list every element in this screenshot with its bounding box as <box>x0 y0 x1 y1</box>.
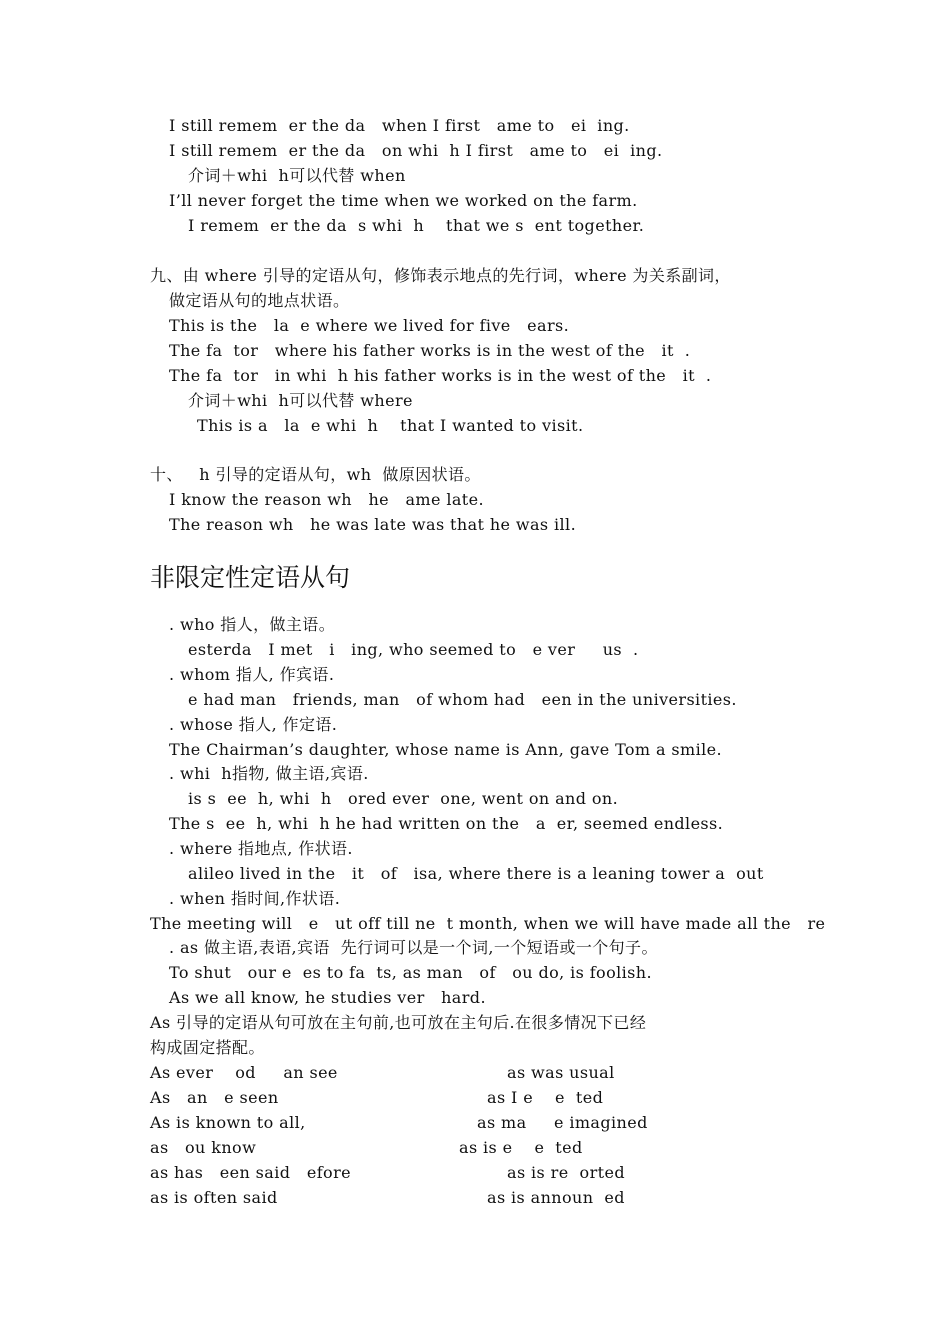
phrase-right: as is re orted <box>507 1163 625 1182</box>
phrase-right: as is announ ed <box>487 1188 625 1207</box>
section-title: 非限定性定语从句 <box>150 563 351 592</box>
phrase-left: as is often said <box>150 1188 278 1207</box>
phrase-left: As is known to all, <box>150 1113 306 1132</box>
example-line: The reason wh he was late was that he was ill. <box>169 515 577 534</box>
rule-line: . when 指时间,作状语. <box>169 889 341 908</box>
rule-line: . whi h指物, 做主语,宾语. <box>169 764 369 783</box>
example-line: The s ee h, whi h he had written on the a er, seemed endless. <box>169 814 724 833</box>
phrase-right: as is e e ted <box>459 1138 583 1157</box>
example-line: As we all know, he studies ver hard. <box>169 988 486 1007</box>
example-line: The Chairman’s daughter, whose name is Ann, gave Tom a smile. <box>169 740 722 759</box>
example-line: is s ee h, whi h ored ever one, went on and on. <box>188 789 619 808</box>
example-line: The meeting will e ut off till ne t month, when we will have made all the re <box>150 914 826 933</box>
rule-line: . as 做主语,表语,宾语 先行词可以是一个词,一个短语或一个句子。 <box>169 938 658 957</box>
section-heading: 九、由 where 引导的定语从句，修饰表示地点的先行词，where 为关系副词， <box>150 266 731 285</box>
example-line: I remem er the da s whi h that we s ent together. <box>188 216 645 235</box>
phrase-right: as ma e imagined <box>477 1113 648 1132</box>
phrase-left: as has een said efore <box>150 1163 351 1182</box>
rule-line: . where 指地点, 作状语. <box>169 839 353 858</box>
example-line: This is a la e whi h that I wanted to visit. <box>197 416 584 435</box>
example-line: esterda I met i ing, who seemed to e ver us . <box>188 640 639 659</box>
example-line: I still remem er the da when I first ame to ei ing. <box>169 116 630 135</box>
section-heading: 十、 h 引导的定语从句，wh 做原因状语。 <box>150 465 481 484</box>
rule-line: . whom 指人, 作宾语. <box>169 665 335 684</box>
example-line: e had man friends, man of whom had een in the universities. <box>188 690 737 709</box>
note-line: 介词＋whi h可以代替 where <box>188 391 413 410</box>
phrase-left: As an e seen <box>150 1088 279 1107</box>
example-line: The fa tor where his father works is in the west of the it . <box>169 341 691 360</box>
phrase-left: as ou know <box>150 1138 257 1157</box>
example-line: alileo lived in the it of isa, where there is a leaning tower a out <box>188 864 764 883</box>
example-line: This is the la e where we lived for five ears. <box>169 316 570 335</box>
section-heading-cont: 做定语从句的地点状语。 <box>169 291 350 310</box>
phrase-left: As ever od an see <box>150 1063 338 1082</box>
note-line: As 引导的定语从句可放在主句前,也可放在主句后.在很多情况下已经 <box>150 1013 647 1032</box>
phrase-right: as I e e ted <box>487 1088 604 1107</box>
example-line: I still remem er the da on whi h I first ame to ei ing. <box>169 141 663 160</box>
example-line: The fa tor in whi h his father works is in the west of the it . <box>169 366 712 385</box>
example-line: To shut our e es to fa ts, as man of ou do, is foolish. <box>169 963 652 982</box>
rule-line: . who 指人，做主语。 <box>169 615 336 634</box>
example-line: I know the reason wh he ame late. <box>169 490 484 509</box>
rule-line: . whose 指人, 作定语. <box>169 715 338 734</box>
note-line: 构成固定搭配。 <box>150 1038 265 1057</box>
phrase-right: as was usual <box>507 1063 615 1082</box>
note-line: 介词＋whi h可以代替 when <box>188 166 406 185</box>
example-line: I’ll never forget the time when we worked on the farm. <box>169 191 638 210</box>
